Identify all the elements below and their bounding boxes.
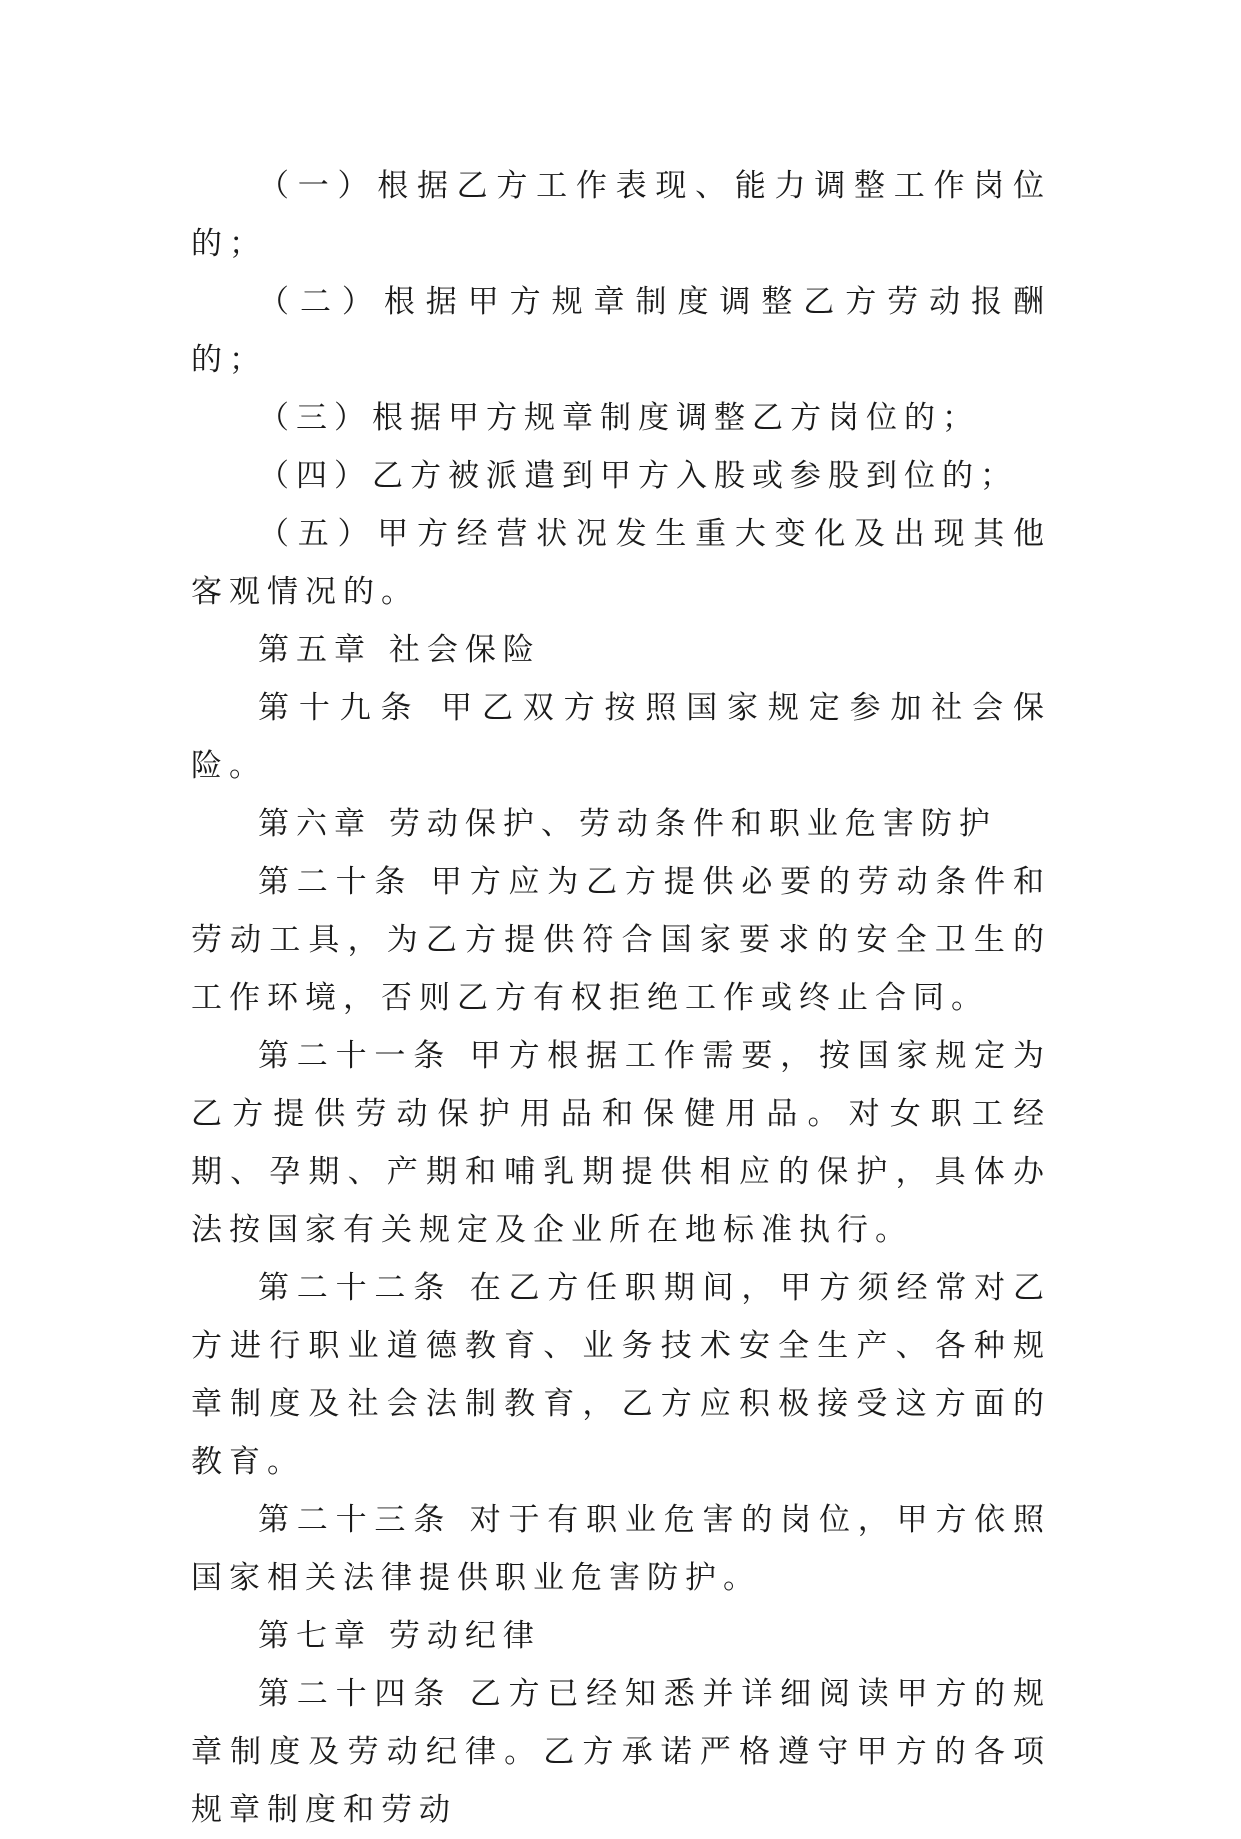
article-22: 第二十二条 在乙方任职期间，甲方须经常对乙方进行职业道德教育、业务技术安全生产、各种规章制度及社会法制教育，乙方应积极接受这方面的教育。 (191, 1270, 1051, 1480)
chapter-heading-6: 第六章 劳动保护、劳动条件和职业危害防护 (258, 806, 997, 842)
clause-item-3: （三）根据甲方规章制度调整乙方岗位的； (258, 400, 980, 436)
article-24: 第二十四条 乙方已经知悉并详细阅读甲方的规章制度及劳动纪律。乙方承诺严格遵守甲方的各项规章制度和劳动 (191, 1676, 1051, 1828)
article-20: 第二十条 甲方应为乙方提供必要的劳动条件和劳动工具，为乙方提供符合国家要求的安全卫生的工作环境，否则乙方有权拒绝工作或终止合同。 (191, 864, 1051, 1016)
chapter-heading-5: 第五章 社会保险 (258, 632, 541, 668)
chapter-heading-7: 第七章 劳动纪律 (258, 1618, 541, 1654)
document-body (191, 157, 1051, 1839)
clause-item-4: （四）乙方被派遣到甲方入股或参股到位的； (258, 458, 1018, 494)
article-21: 第二十一条 甲方根据工作需要，按国家规定为乙方提供劳动保护用品和保健用品。对女职工经期、孕期、产期和哺乳期提供相应的保护，具体办法按国家有关规定及企业所在地标准执行。 (191, 1038, 1051, 1248)
clause-item-1: （一）根据乙方工作表现、能力调整工作岗位的； (191, 168, 1051, 262)
clause-item-5: （五）甲方经营状况发生重大变化及出现其他客观情况的。 (191, 516, 1051, 610)
article-23: 第二十三条 对于有职业危害的岗位，甲方依照国家相关法律提供职业危害防护。 (191, 1502, 1051, 1596)
clause-item-2: （二）根据甲方规章制度调整乙方劳动报酬的； (191, 284, 1051, 378)
article-19: 第十九条 甲乙双方按照国家规定参加社会保险。 (191, 690, 1051, 784)
